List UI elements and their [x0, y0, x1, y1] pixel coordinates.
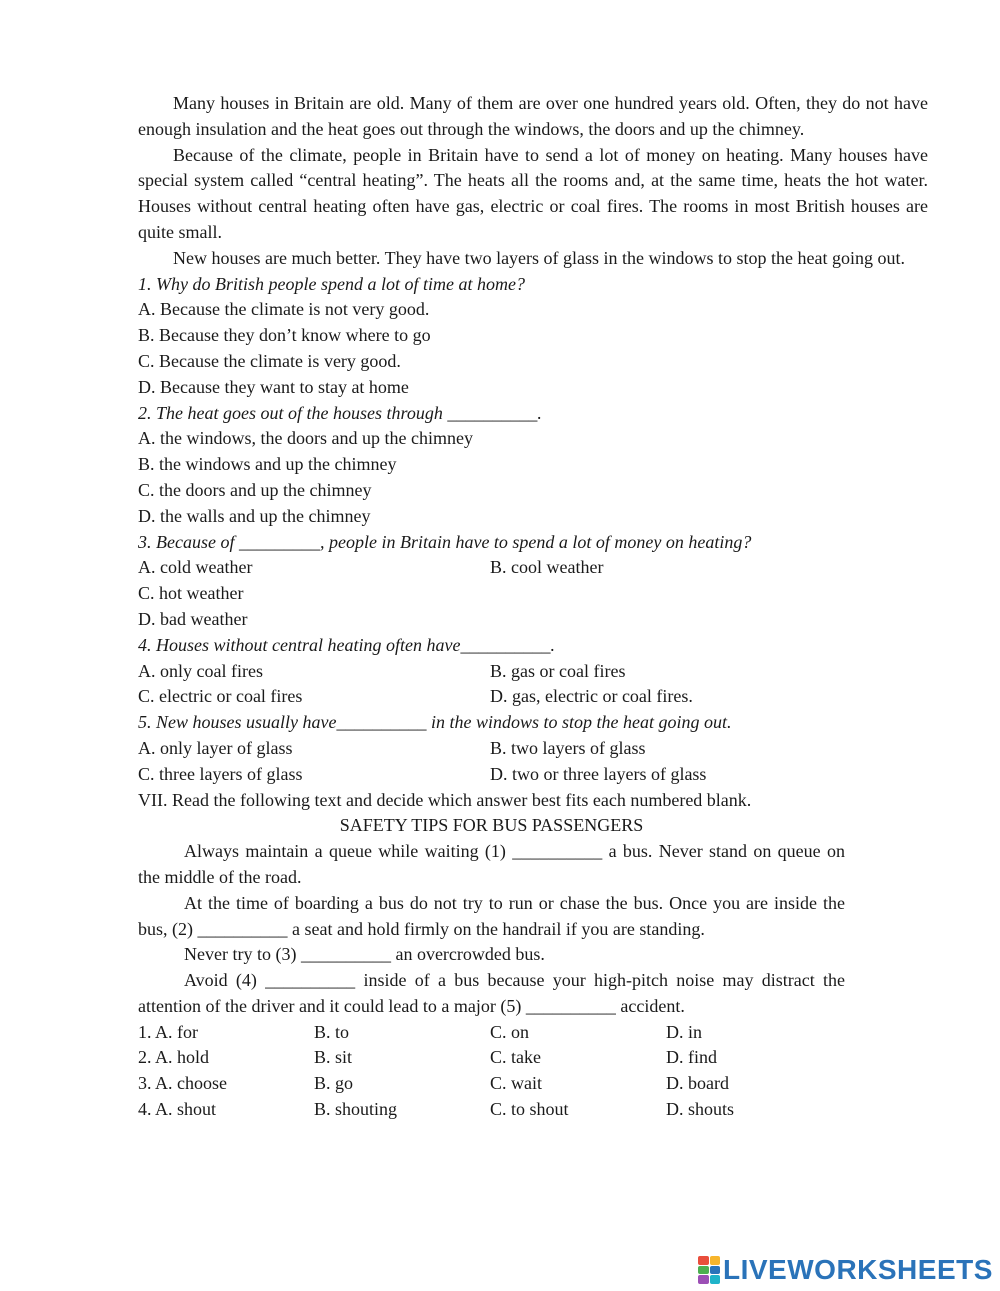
option[interactable]: D. the walls and up the chimney [138, 505, 371, 526]
answer-option[interactable]: D. shouts [666, 1099, 735, 1120]
liveworksheets-logo[interactable] [698, 1253, 993, 1287]
section-instruction: VII. Read the following text and decide which answer best fits each numbered blank. [138, 789, 752, 810]
option-row [138, 659, 928, 685]
answer-option[interactable]: C. on [490, 1021, 530, 1042]
question-2: 2. The heat goes out of the houses through __________. [138, 402, 542, 423]
question-3: 3. Because of _________, people in Britain have to spend a lot of money on heating? [138, 531, 752, 552]
option[interactable]: D. two or three layers of glass [490, 763, 707, 784]
option[interactable]: B. gas or coal fires [490, 660, 626, 681]
section-title: SAFETY TIPS FOR BUS PASSENGERS [339, 815, 644, 836]
answer-option[interactable]: C. wait [490, 1073, 542, 1094]
option[interactable]: B. cool weather [490, 557, 604, 578]
answer-row [138, 1071, 928, 1097]
option[interactable]: D. gas, electric or coal fires. [490, 686, 693, 707]
cloze-paragraph: Never try to (3) __________ an overcrowded bus. [184, 944, 545, 965]
option[interactable]: C. hot weather [138, 583, 244, 604]
answer-option[interactable]: B. go [314, 1073, 354, 1094]
answer-option[interactable]: C. take [490, 1047, 541, 1068]
answer-option[interactable]: B. to [314, 1021, 350, 1042]
option-row [138, 555, 928, 581]
logo-square [698, 1266, 709, 1275]
option-row [138, 736, 928, 762]
option[interactable]: A. only layer of glass [138, 737, 293, 758]
answer-row [138, 1020, 928, 1046]
logo-square [710, 1256, 721, 1265]
answer-row [138, 1045, 928, 1071]
logo-square [698, 1275, 709, 1284]
passage-paragraph: Many houses in Britain are old. Many of them are over one hundred years old. Often, they do not have enough insulation and the heat goes out through the windows, the doors and up the chimney. [138, 93, 928, 139]
worksheet-page [138, 91, 928, 1123]
logo-text: LIVEWORKSHEETS [723, 1254, 993, 1285]
option[interactable]: B. two layers of glass [490, 737, 646, 758]
option[interactable]: C. electric or coal fires [138, 686, 303, 707]
logo-square [698, 1256, 709, 1265]
option[interactable]: D. Because they want to stay at home [138, 376, 409, 397]
cloze-paragraph: At the time of boarding a bus do not try to run or chase the bus. Once you are inside the bus, (2) __________ a seat and hold firmly on the handrail if you are standing. [138, 892, 845, 939]
answer-option[interactable]: D. board [666, 1073, 729, 1094]
answer-option[interactable]: D. in [666, 1021, 702, 1042]
option-row [138, 684, 928, 710]
option[interactable]: D. bad weather [138, 608, 248, 629]
option[interactable]: A. Because the climate is not very good. [138, 299, 430, 320]
option-row [138, 762, 928, 788]
option[interactable]: A. cold weather [138, 557, 253, 578]
answer-option[interactable]: 4. A. shout [138, 1099, 217, 1120]
question-4: 4. Houses without central heating often have__________. [138, 634, 555, 655]
option[interactable]: C. three layers of glass [138, 763, 303, 784]
answer-option[interactable]: 3. A. choose [138, 1073, 227, 1094]
option[interactable]: C. Because the climate is very good. [138, 350, 401, 371]
answer-option[interactable]: C. to shout [490, 1099, 569, 1120]
answer-option[interactable]: 1. A. for [138, 1021, 198, 1042]
option[interactable]: A. only coal fires [138, 660, 263, 681]
option[interactable]: B. Because they don’t know where to go [138, 325, 431, 346]
cloze-paragraph: Always maintain a queue while waiting (1) __________ a bus. Never stand on queue on the middle of the road. [138, 841, 845, 887]
liveworksheets-logo-icon [698, 1256, 720, 1284]
question-1: 1. Why do British people spend a lot of time at home? [138, 273, 525, 294]
question-5: 5. New houses usually have__________ in the windows to stop the heat going out. [138, 712, 732, 733]
answer-row [138, 1097, 928, 1123]
option[interactable]: A. the windows, the doors and up the chimney [138, 428, 473, 449]
logo-square [710, 1266, 721, 1275]
answer-option[interactable]: D. find [666, 1047, 717, 1068]
option[interactable]: B. the windows and up the chimney [138, 454, 397, 475]
answer-option[interactable]: B. sit [314, 1047, 353, 1068]
passage-paragraph: Because of the climate, people in Britain have to send a lot of money on heating. Many houses have special system called “central heating”. The heats all the rooms and, at the same time, heats the hot water. Houses without central heating often have gas, electric or coal fires. The rooms in most British houses are quite small. [138, 144, 928, 242]
logo-square [710, 1275, 721, 1284]
passage-paragraph: New houses are much better. They have two layers of glass in the windows to stop the heat going out. [173, 247, 906, 268]
cloze-paragraph: Avoid (4) __________ inside of a bus because your high-pitch noise may distract the attention of the driver and it could lead to a major (5) __________ accident. [138, 970, 845, 1016]
option[interactable]: C. the doors and up the chimney [138, 479, 372, 500]
answer-option[interactable]: B. shouting [314, 1099, 398, 1120]
answer-option[interactable]: 2. A. hold [138, 1047, 210, 1068]
